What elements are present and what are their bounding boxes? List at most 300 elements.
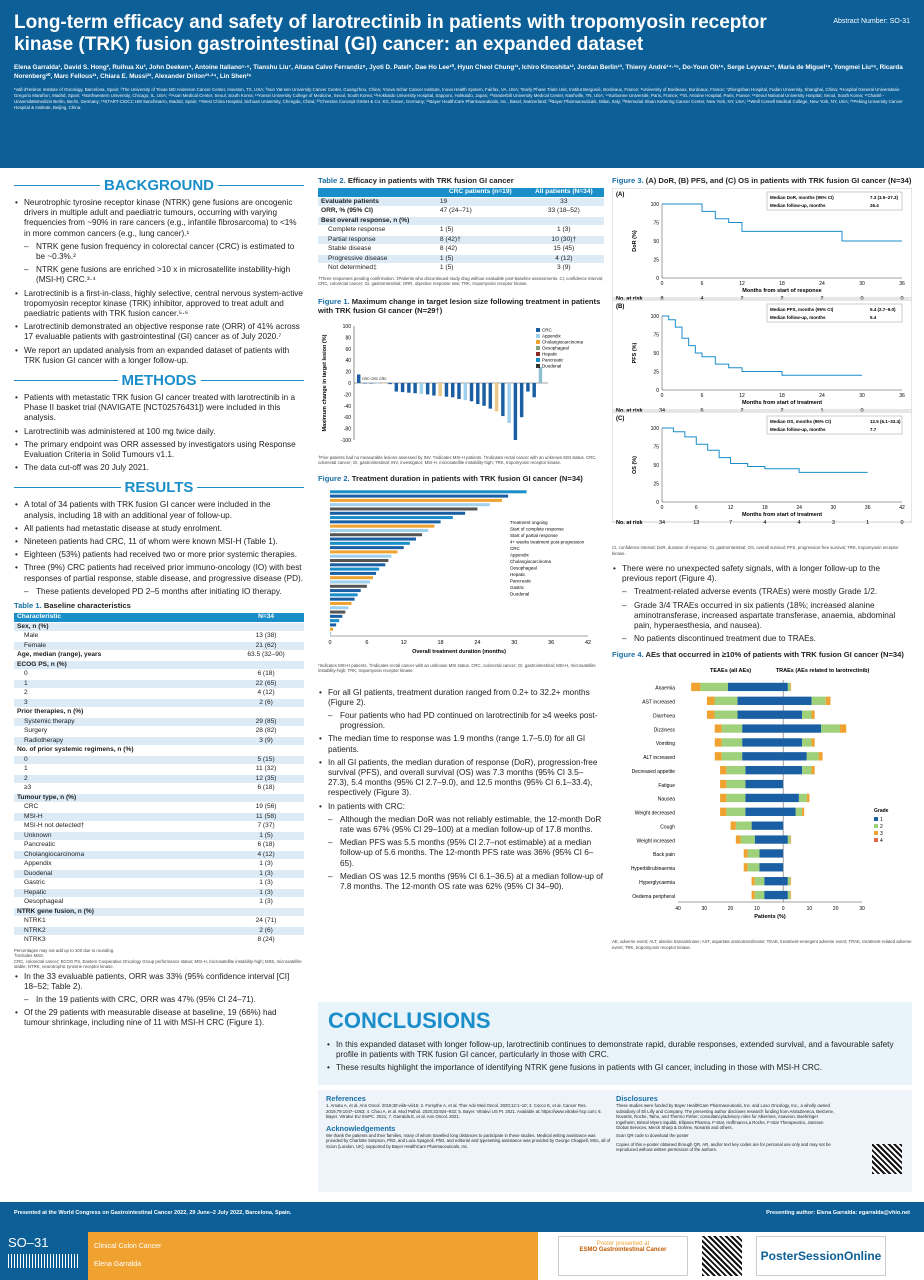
swimmer-bar xyxy=(330,597,355,600)
category-label: Hyperglycaemia xyxy=(639,880,675,887)
teae-bar xyxy=(745,780,783,788)
tick-label: 18 xyxy=(437,639,444,646)
swimmer-bar xyxy=(330,576,373,579)
swimmer-bar xyxy=(330,593,358,596)
waterfall-bar xyxy=(470,383,473,401)
trae-bar xyxy=(790,836,791,844)
trae-bar xyxy=(783,711,802,719)
results-list-2 xyxy=(14,972,304,1029)
legend-label: Cholangiocarcinoma xyxy=(510,558,552,564)
list-item: – In the 19 patients with CRC, ORR was 47% (95% CI 24–71). xyxy=(14,995,304,1005)
table-cell: Cholangiocarcinoma xyxy=(14,850,228,860)
table-cell: 21 (62) xyxy=(228,641,304,651)
tick-label: 50 xyxy=(653,463,659,469)
category-label: Weight increased xyxy=(636,838,675,845)
list-item: • The median time to response was 1.9 months (range 1.7–5.0) for all GI patients. xyxy=(318,734,604,754)
legend-label: Duodenal xyxy=(542,363,562,368)
category-label: Back pain xyxy=(653,852,675,859)
table-cell: Prior therapies, n (%) xyxy=(14,708,228,718)
table-cell: 33 (18–52) xyxy=(524,207,604,217)
teae-bar xyxy=(742,725,783,733)
at-risk-value: 4 xyxy=(700,296,704,302)
list-item: – Four patients who had PD continued on larotrectinib for ≥4 weeks post-progression. xyxy=(318,711,604,731)
table-cell: 29 (85) xyxy=(228,717,304,727)
conclusions-section xyxy=(318,1002,912,1085)
tick-label: 75 xyxy=(653,332,659,339)
list-item: – Grade 3/4 TRAEs occurred in six patients (18%; increased alanine aminotransferase, increased aspartate transferase, anaemia, abdominal pain, hyperaesthesia, and nausea). xyxy=(612,601,912,632)
list-item: – NTRK gene fusions are enriched >10 x in microsatellite instability-high (MSI-H) CRC.³·⁴ xyxy=(14,265,304,285)
at-risk-value: 1 xyxy=(820,408,824,414)
figure4-caption: Figure 4. AEs that occurred in ≥10% of patients with TRK fusion GI cancer (N=34) xyxy=(612,650,904,660)
table-cell: 11 (32) xyxy=(228,765,304,775)
teae-bar xyxy=(722,725,743,733)
table-row xyxy=(14,917,304,927)
teae-bar xyxy=(726,794,745,802)
authors: Elena Garralda¹, David S. Hong², Ruihua Xu³, John Deeken⁴, Antoine Italiano⁵·⁶, Tianshu Liu⁷, Aitana Calvo Ferrandiz⁸, Jyoti D. Patel⁹, Dae Ho Lee¹⁰, Hyun Cheol Chung¹¹, Ichiro Kinoshita¹², Jordan Berlin¹³, Thierry André¹⁴·¹⁵, Do-Youn Oh¹⁶, Serge Leyvraz¹⁷, Maria de Miguel¹⁸, Yongmei Liu¹⁹, Ricarda Norenberg²⁰, Marc Fellous²¹, Chiara E. Mussi²², Alexander Drilon²³·²⁴, Lin Shen²⁵ xyxy=(14,64,903,80)
teae-bar xyxy=(745,766,783,774)
tick-label: 0 xyxy=(656,276,659,282)
list-item: • Patients with metastatic TRK fusion GI cancer treated with larotrectinib in a Phase II basket trial (NAVIGATE [NCT02576431]) were included in this analysis. xyxy=(14,393,304,424)
at-risk-value: 3 xyxy=(831,520,835,526)
tick-label: 6 xyxy=(694,505,698,511)
table-cell xyxy=(437,216,524,226)
table-cell: Evaluable patients xyxy=(318,197,437,207)
legend-label: Appendix xyxy=(510,552,529,557)
table-row xyxy=(14,689,304,699)
figure2-note: *Indicates MSI-H patients. †Indicates rectal cancer with an unknown MSI status. CRC, colorectal cancer; GI, gastrointestinal; MSI-H, microsatellite instability-high; TRK, tropomyosin receptor kinase. xyxy=(318,662,596,673)
table-row xyxy=(14,755,304,765)
table-row xyxy=(14,717,304,727)
at-risk-value: 8 xyxy=(660,296,664,302)
swimmer-bar xyxy=(330,494,508,497)
swimmer-bar xyxy=(330,627,333,630)
x-axis-label: Overall treatment duration (months) xyxy=(412,648,506,655)
panel-label: (C) xyxy=(616,416,625,422)
table-cell: 8 (42)† xyxy=(437,235,524,245)
figure4-ae-chart xyxy=(612,662,912,932)
table-cell: 2 xyxy=(14,774,228,784)
affiliations: ¹Vall d'Hebron Institute of Oncology, Barcelona, Spain; ²The University of Texas MD Anderson Cancer Center, Houston, TX, USA; ³Sun Yat-sen University Cancer Center, Guangzhou, China; ⁴Inova Schar Cancer Institute, Inova Health System, Fairfax, VA, USA; ⁵Early Phase Trials Unit, Institut Bergonié, Bordeaux, France; ⁶University of Bordeaux, Bordeaux, France; ⁷Zhongshan Hospital, Fudan University, Shanghai, China; ⁸Hospital General Universitario Gregorio Marañon, Madrid, Spain; ⁹Northwestern University, Chicago, IL, USA; ¹⁰Asan Medical Center, Seoul, South Korea; ¹¹Yonsei University College of Medicine, Seoul, South Korea; ¹²Hokkaido University Hospital, Sapporo, Hokkaido, Japan; ¹³Vanderbilt University Medical Center, Nashville, TN, USA; ¹⁴Sorbonne Université, Paris, France; ¹⁵St. Antoine Hospital, Paris, France; ¹⁶Seoul National University Hospital, Seoul, South Korea; ¹⁷Charité - Universitätsmedizin Berlin, Berlin, Germany; ¹⁸START-CIOCC HM Sanchinarro, Madrid, Spain; ¹⁹West China Hospital, Sichuan University, Chengdu, China; ²⁰Chrestos Concept GmbH & Co. KG, Essen, Germany; ²¹Bayer HealthCare Pharmaceuticals, Inc., Basel, Switzerland; ²²Bayer Pharmaceuticals, Milan, Italy; ²³Memorial Sloan Kettering Cancer Center, New York, NY, USA; ²⁴Weill Cornell Medical College, New York, NY, USA; ²⁵Peking University Cancer Hospital & Institute, Beijing, China. xyxy=(14,87,903,110)
table-cell: Sex, n (%) xyxy=(14,622,228,632)
legend-swatch xyxy=(536,364,540,368)
waterfall-bar xyxy=(489,383,492,409)
methods-heading: METHODS xyxy=(14,369,304,391)
trae-bar xyxy=(802,766,811,774)
table-row xyxy=(14,850,304,860)
legend-label: Pancreatic xyxy=(510,578,532,583)
table-cell: 13 (38) xyxy=(228,632,304,642)
teae-bar xyxy=(720,766,726,774)
swimmer-bar xyxy=(330,503,490,506)
teae-bar xyxy=(752,877,755,885)
waterfall-bar xyxy=(432,383,435,396)
x-axis-label: Months from start of treatment xyxy=(741,400,823,406)
tick-label: 0 xyxy=(328,639,332,646)
at-risk-value: 2 xyxy=(780,296,784,302)
tick-label: 40 xyxy=(675,906,681,913)
table-row xyxy=(318,207,604,217)
tick-label: 0 xyxy=(781,906,785,913)
tick-label: 0 xyxy=(660,393,664,399)
category-label: Diarrhoea xyxy=(653,713,675,720)
at-risk-value: 1 xyxy=(866,520,870,526)
at-risk-label: No. at risk xyxy=(616,296,643,302)
list-item: • In patients with CRC: xyxy=(318,802,604,812)
tick-label: 20 xyxy=(345,369,351,376)
tick-label: 0 xyxy=(656,388,659,394)
trae-bar xyxy=(790,877,791,885)
trae-bar xyxy=(807,753,819,761)
table-row xyxy=(14,888,304,898)
barcode-icon xyxy=(8,1254,80,1268)
list-item: • For all GI patients, treatment duration ranged from 0.2+ to 32.2+ months (Figure 2). xyxy=(318,688,604,708)
list-item: – These patients developed PD 2–5 months after initiating IO therapy. xyxy=(14,587,304,597)
tick-label: -60 xyxy=(343,414,351,421)
list-item: – No patients discontinued treatment due to TRAEs. xyxy=(612,634,912,644)
legend-label: 3 xyxy=(880,831,883,838)
tick-label: 0 xyxy=(660,505,664,511)
teae-bar xyxy=(759,850,783,858)
tick-label: 60 xyxy=(345,346,351,353)
trae-bar xyxy=(783,753,807,761)
waterfall-bar xyxy=(413,383,416,393)
trae-bar xyxy=(783,739,802,747)
table-cell: 47 (24–71) xyxy=(437,207,524,217)
followup-value: 7.7 xyxy=(870,427,877,432)
legend-label: Start of complete response xyxy=(510,526,564,531)
poster-title: Long-term efficacy and safety of larotrectinib in patients with tropomyosin receptor kinase (TRK) fusion gastrointestinal (GI) cancer: an expanded dataset xyxy=(14,12,767,55)
list-item: • These results highlight the importance of identifying NTRK gene fusions in patients with GI cancer, including in those with MSI-H CRC. xyxy=(326,1063,904,1073)
tick-label: 25 xyxy=(653,369,659,376)
list-item: • A total of 34 patients with TRK fusion GI cancer were included in the analysis, including 18 with an additional year of follow-up. xyxy=(14,500,304,520)
table1-note: Percentages may not add up to 100 due to rounding. †Includes MSS. CRC, colorectal cancer; ECOG PS, Eastern Cooperative Oncology Group performance status; MSI-H, microsatellite instability-high; MSS, microsatellite stable; NTRK, neurotrophic tyrosine receptor kinase. xyxy=(14,947,302,970)
waterfall-bar xyxy=(507,383,510,423)
list-item: • In all GI patients, the median duration of response (DoR), progression-free survival (PFS), and overall survival (OS) was 7.3 months (95% CI 3.5–27.3), 5.4 months (95% CI 2.7–9.0), and 12.5 months (95% CI 6.1–33.4), respectively (Figure 3). xyxy=(318,758,604,799)
tick-label: 25 xyxy=(653,481,659,488)
references-title: References xyxy=(326,1094,366,1103)
trae-bar xyxy=(807,794,810,802)
at-risk-value: 0 xyxy=(900,296,904,302)
swimmer-bar xyxy=(330,541,410,544)
disclosures-title: Disclosures xyxy=(616,1094,658,1103)
legend-label: Duodenal xyxy=(510,591,530,596)
teae-bar xyxy=(691,683,700,691)
middle-list xyxy=(318,688,604,893)
swimmer-bar xyxy=(330,589,361,592)
tick-label: 100 xyxy=(342,323,351,330)
waterfall-bar xyxy=(395,383,398,392)
table-cell: Stable disease xyxy=(318,245,437,255)
table-row xyxy=(14,926,304,936)
waterfall-bar xyxy=(420,383,423,394)
background-heading: BACKGROUND xyxy=(14,174,304,196)
teae-bar xyxy=(736,822,752,830)
tick-label: 40 xyxy=(345,357,351,364)
tick-label: 30 xyxy=(859,906,865,913)
trae-bar xyxy=(790,683,791,691)
swimmer-bar xyxy=(330,559,388,562)
waterfall-bar xyxy=(501,383,504,416)
waterfall-bar xyxy=(514,383,517,440)
teae-bar xyxy=(752,891,755,899)
table-cell: 1 xyxy=(14,679,228,689)
list-item: • All patients had metastatic disease at study enrolment. xyxy=(14,524,304,534)
at-risk-value: 6 xyxy=(700,408,704,414)
teae-bar xyxy=(720,780,726,788)
legend-label: CRC xyxy=(542,327,552,332)
tick-label: 36 xyxy=(548,639,555,646)
swimmer-bar xyxy=(330,571,376,574)
tick-label: 36 xyxy=(864,505,871,511)
tick-label: 100 xyxy=(650,314,659,320)
teae-bar xyxy=(707,697,715,705)
teae-bar xyxy=(726,808,745,816)
tick-label: 50 xyxy=(653,239,659,245)
table-cell: 6 (18) xyxy=(228,841,304,851)
table-cell: 1 (3) xyxy=(228,879,304,889)
table-row xyxy=(14,765,304,775)
table-cell: Female xyxy=(14,641,228,651)
table-cell: 2 (6) xyxy=(228,698,304,708)
table-cell: Complete response xyxy=(318,226,437,236)
at-risk-value: 2 xyxy=(780,408,784,414)
waterfall-bar xyxy=(382,383,385,384)
tick-label: 6 xyxy=(700,281,704,287)
trae-bar xyxy=(812,711,815,719)
trae-bar xyxy=(799,794,807,802)
median-value: 12.5 (6.1–33.4) xyxy=(870,419,901,424)
at-risk-label: No. at risk xyxy=(616,520,643,526)
table-cell: 2 xyxy=(14,689,228,699)
column-middle xyxy=(318,172,604,895)
trae-bar xyxy=(840,725,846,733)
table2-note: †Three responses pending confirmation. ‡Patients who discontinued study drug without evaluable post-baseline assessments. CI, confidence interval; CRC, colorectal cancer; GI, gastrointestinal; ORR, objective response rate; TRK, tropomyosin receptor kinase. xyxy=(318,275,604,286)
results-heading: RESULTS xyxy=(14,476,304,498)
at-risk-value: 13 xyxy=(693,520,700,526)
trae-bar xyxy=(783,725,821,733)
table-row xyxy=(14,879,304,889)
tick-label: 30 xyxy=(830,505,837,511)
at-risk-value: 4 xyxy=(763,520,767,526)
legend-swatch xyxy=(874,838,878,842)
tick-label: 75 xyxy=(653,220,659,227)
table-row xyxy=(14,698,304,708)
teae-bar xyxy=(728,683,783,691)
waterfall-bar xyxy=(464,383,467,400)
waterfall-bar xyxy=(482,383,485,406)
teae-bar xyxy=(737,697,783,705)
table-row xyxy=(14,622,304,632)
table-row xyxy=(14,632,304,642)
ack-text: We thank the patients and their families, many of whom travelled long distances to participate in these studies. Medical writing assistance was provided by Charlotte Simpson, PhD, and Luca Spagnoli, PhD, and editorial and typesetting assistance was provided by George Chappell, MSc, all of Scion (London, UK), supported by Bayer HealthCare Pharmaceuticals, Inc. xyxy=(326,1133,611,1149)
table-cell: 3 (9) xyxy=(228,736,304,746)
waterfall-bar xyxy=(438,383,441,396)
tick-label: 30 xyxy=(511,639,518,646)
swimmer-bar xyxy=(330,533,422,536)
category-label: Cough xyxy=(660,824,675,831)
table-cell: 1 (5) xyxy=(437,264,524,274)
teae-bar xyxy=(736,836,741,844)
tick-label: 30 xyxy=(701,906,708,913)
table-row xyxy=(14,641,304,651)
list-item: • Larotrectinib demonstrated an objective response rate (ORR) of 41% across 17 evaluable patients with gastrointestinal (GI) cancer as of July 2020.⁷ xyxy=(14,322,304,342)
tick-label: 80 xyxy=(345,334,351,341)
list-item: • Three (9%) CRC patients had received prior immuno-oncology (IO) with best responses of partial response, stable disease, and progressive disease (PD). xyxy=(14,563,304,583)
figure1-waterfall xyxy=(318,318,604,448)
legend-label: Appendix xyxy=(542,333,561,338)
table-row xyxy=(14,831,304,841)
conclusions-list xyxy=(326,1040,904,1074)
teae-bar xyxy=(745,808,783,816)
teae-bar xyxy=(726,766,745,774)
legend-label: 1 xyxy=(880,817,883,824)
category-label: Fatigue xyxy=(658,783,675,790)
table-cell: Hepatic xyxy=(14,888,228,898)
waterfall-bar xyxy=(363,383,366,384)
list-item: • The data cut-off was 20 July 2021. xyxy=(14,463,304,473)
waterfall-bar xyxy=(388,383,391,384)
swimmer-bar xyxy=(330,623,336,626)
tick-label: 30 xyxy=(859,393,865,399)
table-cell: Male xyxy=(14,632,228,642)
qr-code-footer[interactable] xyxy=(702,1236,742,1276)
followup-label: Median follow-up, months xyxy=(770,427,826,432)
table-cell: NTRK gene fusion, n (%) xyxy=(14,907,228,917)
teae-bar xyxy=(744,850,748,858)
tick-label: 75 xyxy=(653,444,659,451)
category-label: Weight decreased xyxy=(634,811,675,818)
table-cell: 8 (24) xyxy=(228,936,304,946)
table-row xyxy=(14,727,304,737)
table-cell: Best overall response, n (%) xyxy=(318,216,437,226)
list-item: • Of the 29 patients with measurable disease at baseline, 19 (66%) had tumour shrinkage, including nine of 11 with MSI-H CRC (Figure 1). xyxy=(14,1008,304,1028)
trae-bar xyxy=(783,877,788,885)
list-item: – Median OS was 12.5 months (95% CI 6.1–36.5) at a median follow-up of 7.8 months. The 12-month OS rate was 62% (95% CI 34–90). xyxy=(318,872,604,892)
tick-label: 10 xyxy=(806,906,813,913)
poster-header xyxy=(0,0,924,168)
table-cell: 33 xyxy=(524,197,604,207)
table-row xyxy=(318,254,604,264)
trae-bar xyxy=(802,711,811,719)
tick-label: 24 xyxy=(474,639,481,646)
table-row xyxy=(14,907,304,917)
legend-label: Oesophageal xyxy=(542,345,569,350)
list-item: • Larotrectinib was administered at 100 mg twice daily. xyxy=(14,427,304,437)
y-axis-label: DoR (%) xyxy=(632,230,638,252)
table-cell: Systemic therapy xyxy=(14,717,228,727)
scan-text: Scan QR code to download the poster xyxy=(616,1133,689,1139)
figure2-caption: Figure 2. Treatment duration in patients with TRK fusion GI cancer (N=34) xyxy=(318,473,583,483)
followup-value: 5.4 xyxy=(870,315,877,320)
legend-label: Pancreatic xyxy=(542,357,564,362)
table-cell xyxy=(228,793,304,803)
list-item: • Nineteen patients had CRC, 11 of whom were known MSI-H (Table 1). xyxy=(14,537,304,547)
waterfall-bar xyxy=(457,383,460,399)
at-risk-value: 2 xyxy=(740,408,744,414)
teae-bar xyxy=(715,739,722,747)
swimmer-bar xyxy=(330,537,416,540)
teae-bar xyxy=(715,697,738,705)
category-label: Vomiting xyxy=(655,741,675,748)
table-cell: 1 (5) xyxy=(228,831,304,841)
qr-code[interactable] xyxy=(872,1144,902,1174)
swimmer-bar xyxy=(330,498,502,501)
table-cell: 1 (5) xyxy=(437,254,524,264)
tick-label: 100 xyxy=(650,202,659,208)
swimmer-bar xyxy=(330,601,352,604)
table-cell xyxy=(228,660,304,670)
y-axis-label: Maximum change in target lesion (%) xyxy=(322,334,328,431)
legend-label: 2 xyxy=(880,824,883,831)
teae-bar xyxy=(722,753,743,761)
table1-caption: Table 1. Baseline characteristics xyxy=(14,601,131,611)
table-cell: 1 (3) xyxy=(228,898,304,908)
table-cell: MSI-H xyxy=(14,812,228,822)
swimmer-bar xyxy=(330,619,339,622)
teae-bar xyxy=(731,822,736,830)
swimmer-bar xyxy=(330,550,398,553)
teae-bar xyxy=(744,864,748,872)
table-cell: 19 xyxy=(437,197,524,207)
median-value: 5.4 (2.7–9.0) xyxy=(870,307,896,312)
swimmer-bar xyxy=(330,516,453,519)
tick-label: 18 xyxy=(779,281,785,287)
tick-label: 12 xyxy=(727,505,734,511)
trae-bar xyxy=(802,808,804,816)
trae-bar xyxy=(788,877,790,885)
table-row xyxy=(14,746,304,756)
at-risk-value: 2 xyxy=(740,296,744,302)
trae-bar xyxy=(790,891,791,899)
table-row xyxy=(318,264,604,274)
table-cell: 2 (6) xyxy=(228,926,304,936)
column-right xyxy=(612,172,912,952)
trae-bar xyxy=(788,891,790,899)
tick-label: 30 xyxy=(859,281,865,287)
table-cell: 5 (15) xyxy=(228,755,304,765)
tick-label: 50 xyxy=(653,351,659,357)
panel-label: (A) xyxy=(616,192,625,198)
trae-bar xyxy=(819,753,823,761)
tick-label: 12 xyxy=(400,639,407,646)
legend-swatch xyxy=(874,817,878,821)
tick-label: 6 xyxy=(700,393,704,399)
table-cell: Oesophageal xyxy=(14,898,228,908)
tick-label: 20 xyxy=(832,906,839,913)
table-cell: 4 (12) xyxy=(524,254,604,264)
category-label: Hyperbilirubinaemia xyxy=(630,866,675,873)
figure1-note: †Five patients had no measurable lesions assessed by INV. *Indicates MSI-H patients. †Indicates rectal cancer with an unknown MSI status. CRC, colorectal cancer; GI, gastrointestinal; INV, investigator; MSI-H, microsatellite instability-high; TRK, tropomyosin receptor kinase. xyxy=(318,454,597,465)
track-label: Clinical Colon Cancer xyxy=(94,1243,162,1250)
table-cell: 19 (56) xyxy=(228,803,304,813)
waterfall-bar xyxy=(526,383,529,392)
list-item: • In this expanded dataset with longer follow-up, larotrectinib continues to demonstrate rapid, durable responses, extended survival, and a favourable safety profile in patients with TRK fusion GI cancer, particularly in those with CRC. xyxy=(326,1040,904,1060)
swimmer-bar xyxy=(330,511,465,514)
figure2-swimmer xyxy=(318,486,604,656)
table-row xyxy=(14,660,304,670)
followup-label: Median follow-up, months xyxy=(770,315,826,320)
swimmer-bar xyxy=(330,584,367,587)
swimmer-bar xyxy=(330,610,345,613)
waterfall-bar xyxy=(451,383,454,397)
presenting-author: Presenting author: Elena Garralda: egarralda@vhio.net xyxy=(766,1210,910,1216)
table-cell: 6 (18) xyxy=(228,670,304,680)
teae-bar xyxy=(752,822,784,830)
teae-bar xyxy=(764,891,783,899)
waterfall-bar xyxy=(370,383,373,384)
tick-label: -100 xyxy=(340,437,351,444)
tick-label: 25 xyxy=(653,257,659,264)
